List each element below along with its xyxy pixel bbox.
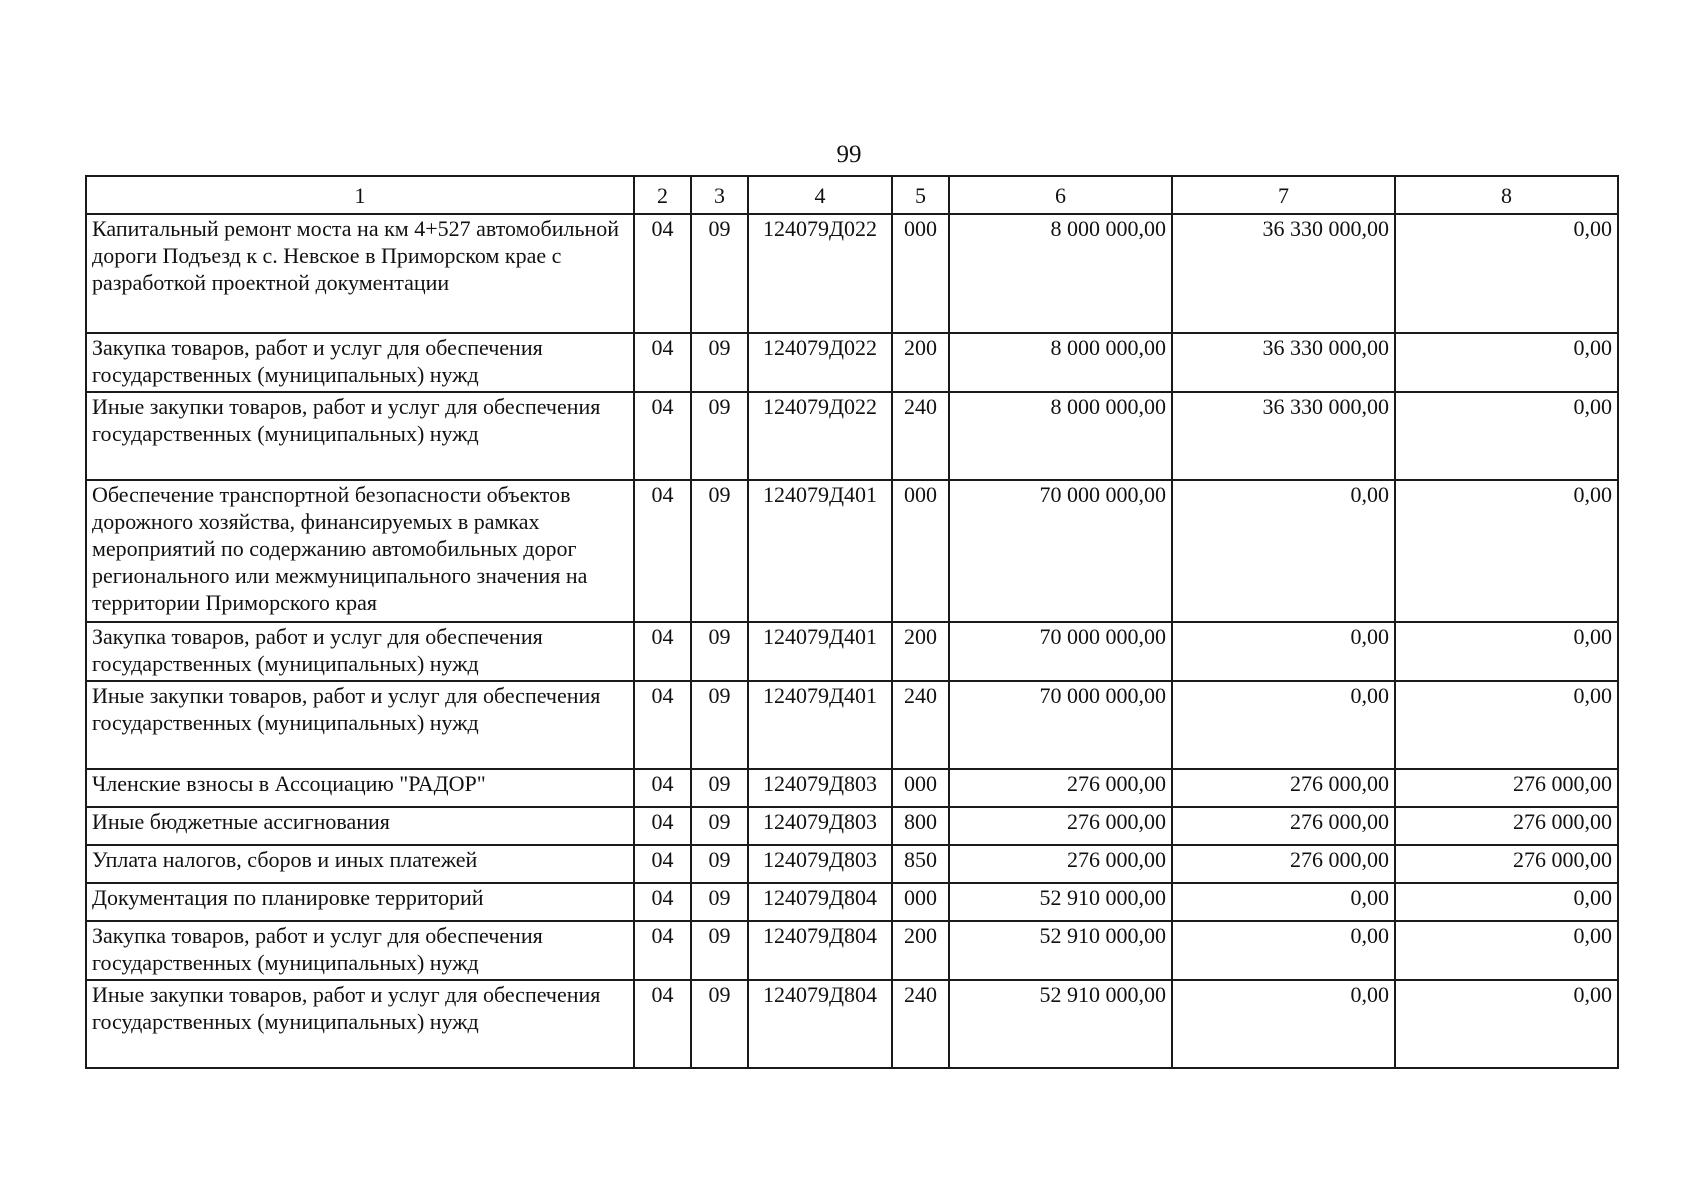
section-code-cell: 04 [634,214,691,333]
column-header-3: 3 [691,176,748,214]
row-name-cell: Закупка товаров, работ и услуг для обеспечения государственных (муниципальных) нужд [86,333,634,392]
section-code-cell: 04 [634,333,691,392]
row-name-cell: Иные закупки товаров, работ и услуг для обеспечения государственных (муниципальных) нужд [86,681,634,769]
amount-col7-cell: 36 330 000,00 [1172,214,1395,333]
amount-col8-cell: 0,00 [1395,214,1618,333]
amount-col6-cell: 52 910 000,00 [949,921,1172,980]
amount-col6-cell: 8 000 000,00 [949,333,1172,392]
amount-col8-cell: 0,00 [1395,480,1618,622]
target-article-cell: 124079Д803 [748,807,892,845]
expense-type-cell: 200 [892,921,949,980]
amount-col6-cell: 70 000 000,00 [949,622,1172,681]
row-name-cell: Закупка товаров, работ и услуг для обеспечения государственных (муниципальных) нужд [86,622,634,681]
table-row [86,392,1618,480]
amount-col6-cell: 70 000 000,00 [949,480,1172,622]
table-row [86,480,1618,622]
table-row [86,681,1618,769]
amount-col7-cell: 0,00 [1172,622,1395,681]
page-number: 99 [836,141,862,168]
subsection-code-cell: 09 [691,214,748,333]
amount-col6-cell: 52 910 000,00 [949,980,1172,1068]
target-article-cell: 124079Д401 [748,681,892,769]
section-code-cell: 04 [634,883,691,921]
amount-col6-cell: 276 000,00 [949,807,1172,845]
row-name-cell: Иные закупки товаров, работ и услуг для обеспечения государственных (муниципальных) нужд [86,980,634,1068]
amount-col8-cell: 276 000,00 [1395,845,1618,883]
target-article-cell: 124079Д401 [748,480,892,622]
table-row [86,980,1618,1068]
amount-col8-cell: 0,00 [1395,883,1618,921]
subsection-code-cell: 09 [691,921,748,980]
expense-type-cell: 000 [892,883,949,921]
expense-type-cell: 850 [892,845,949,883]
target-article-cell: 124079Д022 [748,333,892,392]
section-code-cell: 04 [634,921,691,980]
amount-col6-cell: 52 910 000,00 [949,883,1172,921]
amount-col8-cell: 0,00 [1395,921,1618,980]
row-name-cell: Иные закупки товаров, работ и услуг для обеспечения государственных (муниципальных) нужд [86,392,634,480]
table-header-row [86,176,1618,214]
target-article-cell: 124079Д804 [748,980,892,1068]
expense-type-cell: 200 [892,622,949,681]
amount-col7-cell: 36 330 000,00 [1172,392,1395,480]
column-header-7: 7 [1172,176,1395,214]
table-row [86,807,1618,845]
amount-col8-cell: 0,00 [1395,980,1618,1068]
amount-col7-cell: 0,00 [1172,921,1395,980]
amount-col8-cell: 0,00 [1395,392,1618,480]
row-name-cell: Документация по планировке территорий [86,883,634,921]
subsection-code-cell: 09 [691,681,748,769]
row-name-cell: Капитальный ремонт моста на км 4+527 автомобильной дороги Подъезд к с. Невское в Приморском крае с разработкой проектной документации [86,214,634,333]
expense-type-cell: 240 [892,980,949,1068]
expense-type-cell: 200 [892,333,949,392]
section-code-cell: 04 [634,480,691,622]
target-article-cell: 124079Д022 [748,214,892,333]
amount-col8-cell: 276 000,00 [1395,769,1618,807]
section-code-cell: 04 [634,681,691,769]
amount-col7-cell: 0,00 [1172,480,1395,622]
table-row [86,214,1618,333]
subsection-code-cell: 09 [691,622,748,681]
row-name-cell: Закупка товаров, работ и услуг для обеспечения государственных (муниципальных) нужд [86,921,634,980]
amount-col7-cell: 0,00 [1172,883,1395,921]
amount-col6-cell: 276 000,00 [949,769,1172,807]
amount-col8-cell: 0,00 [1395,681,1618,769]
target-article-cell: 124079Д401 [748,622,892,681]
amount-col8-cell: 0,00 [1395,622,1618,681]
expense-type-cell: 240 [892,681,949,769]
target-article-cell: 124079Д803 [748,769,892,807]
amount-col7-cell: 36 330 000,00 [1172,333,1395,392]
amount-col7-cell: 0,00 [1172,681,1395,769]
target-article-cell: 124079Д804 [748,883,892,921]
amount-col8-cell: 0,00 [1395,333,1618,392]
table-row [86,769,1618,807]
section-code-cell: 04 [634,807,691,845]
row-name-cell: Иные бюджетные ассигнования [86,807,634,845]
expense-type-cell: 000 [892,480,949,622]
subsection-code-cell: 09 [691,333,748,392]
target-article-cell: 124079Д804 [748,921,892,980]
section-code-cell: 04 [634,622,691,681]
expense-type-cell: 000 [892,769,949,807]
table-row [86,883,1618,921]
column-header-8: 8 [1395,176,1618,214]
expense-type-cell: 800 [892,807,949,845]
expense-type-cell: 000 [892,214,949,333]
subsection-code-cell: 09 [691,480,748,622]
expense-type-cell: 240 [892,392,949,480]
table-row [86,622,1618,681]
section-code-cell: 04 [634,392,691,480]
section-code-cell: 04 [634,769,691,807]
section-code-cell: 04 [634,980,691,1068]
table-row [86,333,1618,392]
amount-col7-cell: 276 000,00 [1172,845,1395,883]
subsection-code-cell: 09 [691,392,748,480]
row-name-cell: Уплата налогов, сборов и иных платежей [86,845,634,883]
column-header-6: 6 [949,176,1172,214]
target-article-cell: 124079Д022 [748,392,892,480]
column-header-4: 4 [748,176,892,214]
subsection-code-cell: 09 [691,883,748,921]
amount-col6-cell: 8 000 000,00 [949,214,1172,333]
column-header-1: 1 [86,176,634,214]
table-row [86,845,1618,883]
column-header-2: 2 [634,176,691,214]
amount-col6-cell: 276 000,00 [949,845,1172,883]
subsection-code-cell: 09 [691,807,748,845]
section-code-cell: 04 [634,845,691,883]
target-article-cell: 124079Д803 [748,845,892,883]
table-row [86,921,1618,980]
row-name-cell: Обеспечение транспортной безопасности объектов дорожного хозяйства, финансируемых в рамках мероприятий по содержанию автомобильных дорог регионального или межмуниципального значения на территории Приморского края [86,480,634,622]
amount-col7-cell: 276 000,00 [1172,769,1395,807]
subsection-code-cell: 09 [691,980,748,1068]
amount-col8-cell: 276 000,00 [1395,807,1618,845]
row-name-cell: Членские взносы в Ассоциацию "РАДОР" [86,769,634,807]
subsection-code-cell: 09 [691,769,748,807]
amount-col6-cell: 8 000 000,00 [949,392,1172,480]
amount-col7-cell: 0,00 [1172,980,1395,1068]
budget-table [85,175,1619,1069]
column-header-5: 5 [892,176,949,214]
amount-col6-cell: 70 000 000,00 [949,681,1172,769]
subsection-code-cell: 09 [691,845,748,883]
amount-col7-cell: 276 000,00 [1172,807,1395,845]
